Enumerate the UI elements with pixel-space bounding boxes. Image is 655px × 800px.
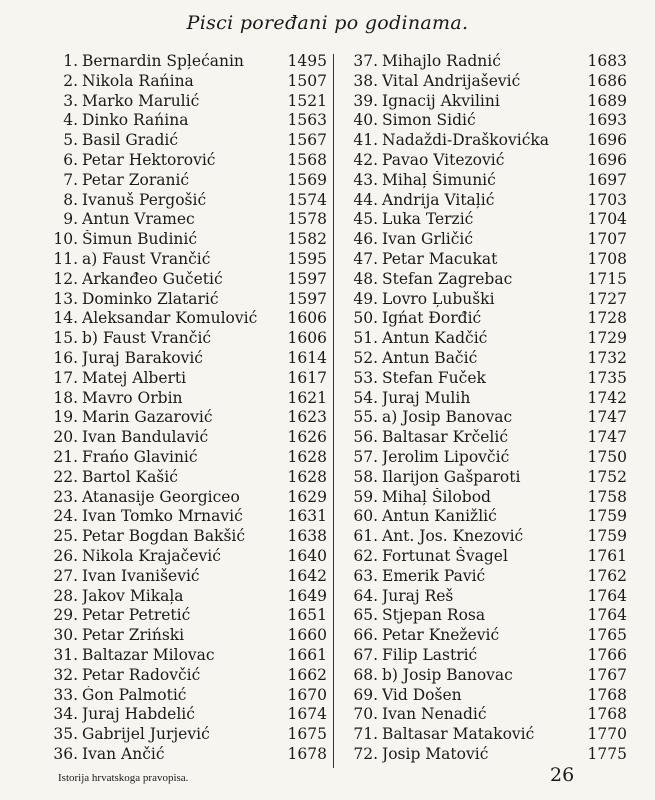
writer-name: Baltasar Mataković — [382, 725, 535, 744]
writer-row — [342, 428, 627, 448]
entry-number: 18. — [53, 388, 78, 407]
column-divider — [333, 54, 334, 768]
entry-number: 8. — [63, 190, 78, 209]
entry-number: 27. — [53, 566, 78, 585]
writer-row — [342, 389, 627, 409]
writer-year: 1597 — [287, 269, 327, 288]
writer-year: 1595 — [287, 249, 327, 268]
writer-row — [342, 646, 627, 666]
writer-row — [42, 111, 327, 131]
writer-row — [42, 408, 327, 428]
entry-number: 13. — [53, 289, 78, 308]
entry-number: 1. — [63, 52, 78, 70]
writer-row — [42, 270, 327, 290]
writer-row — [342, 171, 627, 191]
writer-row — [42, 329, 327, 349]
writer-row — [342, 250, 627, 270]
writer-year: 1567 — [287, 131, 327, 150]
writer-name: Ivan Nenadić — [382, 705, 487, 724]
writer-year: 1597 — [287, 289, 327, 308]
writer-name: Simon Sidić — [382, 111, 476, 130]
writer-year: 1640 — [287, 546, 327, 565]
entry-number: 21. — [53, 447, 78, 466]
writer-name: Mavro Orbin — [82, 388, 183, 407]
writer-year: 1742 — [587, 388, 627, 407]
writer-row — [42, 606, 327, 626]
writer-year: 1765 — [587, 626, 627, 645]
writer-year: 1750 — [587, 447, 627, 466]
writer-name: Frańo Glavinić — [82, 447, 198, 466]
writer-row — [42, 72, 327, 92]
writer-name: Bernardin Spļećanin — [82, 52, 244, 70]
writer-row — [342, 210, 627, 230]
entry-number: 56. — [353, 428, 378, 447]
writer-year: 1662 — [287, 665, 327, 684]
writer-name: Andrija Vitaļić — [382, 190, 495, 209]
entry-number: 62. — [353, 546, 378, 565]
entry-number: 31. — [53, 645, 78, 664]
writer-row — [342, 606, 627, 626]
writer-name: Emerik Pavić — [382, 566, 486, 585]
writer-year: 1732 — [587, 348, 627, 367]
writer-year: 1642 — [287, 566, 327, 585]
entry-number: 19. — [53, 408, 78, 427]
writer-name: Petar Bogdan Bakšić — [82, 527, 246, 546]
writer-year: 1621 — [287, 388, 327, 407]
writer-name: Luka Terzić — [382, 210, 474, 229]
writer-year: 1674 — [287, 705, 327, 724]
writer-year: 1729 — [587, 329, 627, 348]
entry-number: 9. — [63, 210, 78, 229]
writer-row — [342, 408, 627, 428]
writer-name: Petar Macukat — [382, 249, 498, 268]
writer-year: 1693 — [587, 111, 627, 130]
writer-row — [42, 369, 327, 389]
entry-number: 14. — [53, 309, 78, 328]
writer-row — [342, 369, 627, 389]
writer-name: Stefan Fuček — [382, 368, 486, 387]
entry-number: 71. — [353, 725, 378, 744]
writer-name: Juraj Habdelić — [82, 705, 195, 724]
entry-number: 51. — [353, 329, 378, 348]
writer-name: Mihaјlo Radnić — [382, 52, 501, 70]
writer-name: Mihaļ Šilobod — [382, 487, 491, 506]
writer-year: 1507 — [287, 71, 327, 90]
writer-row — [342, 230, 627, 250]
writer-name: Basil Gradić — [82, 131, 179, 150]
writer-row — [42, 230, 327, 250]
writer-name: b) Faust Vrančić — [82, 329, 212, 348]
writer-name: Vital Andrijašević — [382, 71, 521, 90]
writer-row — [42, 547, 327, 567]
writer-row — [42, 587, 327, 607]
writer-row — [42, 745, 327, 765]
writer-row — [42, 705, 327, 725]
writer-row — [42, 131, 327, 151]
entry-number: 7. — [63, 170, 78, 189]
writer-name: b) Josip Banovac — [382, 665, 513, 684]
writer-name: Antun Kadčić — [382, 329, 488, 348]
writer-row — [42, 448, 327, 468]
writer-year: 1696 — [587, 150, 627, 169]
writer-name: Ignacij Akvilini — [382, 91, 500, 110]
writer-name: Antun Vramec — [82, 210, 195, 229]
entry-number: 42. — [353, 150, 378, 169]
writer-row — [342, 725, 627, 745]
writer-row — [342, 507, 627, 527]
entry-number: 59. — [353, 487, 378, 506]
entry-number: 20. — [53, 428, 78, 447]
writer-year: 1703 — [587, 190, 627, 209]
entry-number: 36. — [53, 744, 78, 763]
writer-name: Ivan Grličić — [382, 230, 474, 249]
writer-name: Dinko Rańina — [82, 111, 189, 130]
entry-number: 68. — [353, 665, 378, 684]
entry-number: 10. — [53, 230, 78, 249]
entry-number: 69. — [353, 685, 378, 704]
writer-year: 1735 — [587, 368, 627, 387]
writer-year: 1758 — [587, 487, 627, 506]
writer-row — [42, 389, 327, 409]
writer-name: Ǵon Palmotić — [82, 685, 187, 704]
writer-row — [42, 349, 327, 369]
writer-row — [342, 309, 627, 329]
writer-name: a) Faust Vrančić — [82, 249, 211, 268]
writer-row — [42, 52, 327, 72]
entry-number: 63. — [353, 566, 378, 585]
entry-number: 66. — [353, 626, 378, 645]
writer-row — [342, 468, 627, 488]
entry-number: 35. — [53, 725, 78, 744]
writer-year: 1764 — [587, 606, 627, 625]
writer-year: 1689 — [587, 91, 627, 110]
entry-number: 39. — [353, 91, 378, 110]
writer-year: 1767 — [587, 665, 627, 684]
writer-row — [42, 666, 327, 686]
writer-row — [342, 626, 627, 646]
entry-number: 12. — [53, 269, 78, 288]
writer-name: a) Josip Banovac — [382, 408, 513, 427]
writer-row — [342, 488, 627, 508]
writer-year: 1670 — [287, 685, 327, 704]
writer-name: Petar Radovčić — [82, 665, 201, 684]
writer-name: Mihaļ Šimunić — [382, 170, 496, 189]
writer-name: Nikola Rańina — [82, 71, 194, 90]
entry-number: 45. — [353, 210, 378, 229]
writer-year: 1759 — [587, 507, 627, 526]
entry-number: 41. — [353, 131, 378, 150]
entry-number: 23. — [53, 487, 78, 506]
writer-name: Petar Hektorović — [82, 150, 216, 169]
writer-row — [42, 468, 327, 488]
writer-name: Fortunat Švagel — [382, 546, 508, 565]
writer-name: Antun Kanižlić — [382, 507, 497, 526]
writer-year: 1727 — [587, 289, 627, 308]
writer-name: Marko Marulić — [82, 91, 200, 110]
writer-year: 1563 — [287, 111, 327, 130]
writer-year: 1770 — [587, 725, 627, 744]
writer-year: 1697 — [587, 170, 627, 189]
writer-row — [342, 111, 627, 131]
writer-name: Antun Bačić — [382, 348, 478, 367]
writer-name: Dominko Zlatarić — [82, 289, 219, 308]
entry-number: 5. — [63, 131, 78, 150]
writer-row — [42, 686, 327, 706]
entry-number: 25. — [53, 527, 78, 546]
writer-row — [42, 309, 327, 329]
writer-name: Matej Alberti — [82, 368, 187, 387]
footer-text: Istorija hrvatskoga pravopisa. — [58, 772, 189, 784]
writer-name: Juraj Baraković — [82, 348, 203, 367]
writer-row — [342, 349, 627, 369]
entry-number: 60. — [353, 507, 378, 526]
entry-number: 47. — [353, 249, 378, 268]
entry-number: 16. — [53, 348, 78, 367]
writer-name: Bartol Kašić — [82, 467, 178, 486]
writer-year: 1768 — [587, 705, 627, 724]
writer-name: Petar Knežević — [382, 626, 500, 645]
writer-year: 1568 — [287, 150, 327, 169]
writer-year: 1707 — [587, 230, 627, 249]
entry-number: 6. — [63, 150, 78, 169]
writer-year: 1764 — [587, 586, 627, 605]
writer-year: 1629 — [287, 487, 327, 506]
writer-year: 1617 — [287, 368, 327, 387]
writer-year: 1686 — [587, 71, 627, 90]
writer-row — [342, 666, 627, 686]
entry-number: 34. — [53, 705, 78, 724]
entry-number: 4. — [63, 111, 78, 130]
writer-row — [42, 290, 327, 310]
writer-row — [342, 448, 627, 468]
writer-year: 1628 — [287, 467, 327, 486]
entry-number: 70. — [353, 705, 378, 724]
entry-number: 52. — [353, 348, 378, 367]
writer-name: Vid Došen — [382, 685, 462, 704]
writer-year: 1660 — [287, 626, 327, 645]
writer-name: Aleksandar Komulović — [82, 309, 258, 328]
writer-row — [342, 329, 627, 349]
writer-year: 1759 — [587, 527, 627, 546]
writer-name: Petar Zoranić — [82, 170, 190, 189]
writer-name: Nikola Krajačević — [82, 546, 221, 565]
entry-number: 48. — [353, 269, 378, 288]
writer-year: 1768 — [587, 685, 627, 704]
writer-year: 1638 — [287, 527, 327, 546]
entry-number: 28. — [53, 586, 78, 605]
writer-name: Petar Zriński — [82, 626, 185, 645]
writer-name: Ivan Ančić — [82, 744, 165, 763]
writer-year: 1578 — [287, 210, 327, 229]
entry-number: 46. — [353, 230, 378, 249]
writer-row — [342, 92, 627, 112]
writer-name: Ilarijon Gašparoti — [382, 467, 521, 486]
writer-year: 1728 — [587, 309, 627, 328]
writer-row — [42, 210, 327, 230]
writer-name: Igńat Đorđić — [382, 309, 482, 328]
page-number: 26 — [550, 764, 575, 786]
writer-row — [342, 191, 627, 211]
writer-name: Juraj Reš — [382, 586, 454, 605]
writer-name: Baltasar Krčelić — [382, 428, 509, 447]
writer-name: Pavao Vitezović — [382, 150, 505, 169]
page-title: Pisci poređani po godinama. — [186, 12, 469, 34]
writer-name: Lovro Ļubuški — [382, 289, 495, 308]
writer-row — [342, 290, 627, 310]
writer-row — [42, 250, 327, 270]
entry-number: 11. — [53, 249, 78, 268]
writer-row — [42, 488, 327, 508]
writer-year: 1582 — [287, 230, 327, 249]
writer-year: 1708 — [587, 249, 627, 268]
writer-year: 1752 — [587, 467, 627, 486]
writer-row — [42, 191, 327, 211]
entry-number: 50. — [353, 309, 378, 328]
entry-number: 57. — [353, 447, 378, 466]
right-column — [342, 52, 627, 765]
entry-number: 44. — [353, 190, 378, 209]
writer-row — [42, 171, 327, 191]
writer-row — [42, 507, 327, 527]
writer-row — [42, 567, 327, 587]
writer-row — [342, 567, 627, 587]
writer-year: 1675 — [287, 725, 327, 744]
writer-year: 1569 — [287, 170, 327, 189]
writer-year: 1631 — [287, 507, 327, 526]
writer-year: 1649 — [287, 586, 327, 605]
entry-number: 33. — [53, 685, 78, 704]
writer-name: Ivan Tomko Mrnavić — [82, 507, 243, 526]
writer-year: 1683 — [587, 52, 627, 70]
writer-row — [42, 92, 327, 112]
writer-name: Ivanuš Pergošić — [82, 190, 207, 209]
entry-number: 43. — [353, 170, 378, 189]
entry-number: 49. — [353, 289, 378, 308]
entry-number: 55. — [353, 408, 378, 427]
writer-year: 1495 — [287, 52, 327, 70]
writer-row — [342, 745, 627, 765]
entry-number: 2. — [63, 71, 78, 90]
writer-year: 1606 — [287, 309, 327, 328]
entry-number: 17. — [53, 368, 78, 387]
writer-name: Šimun Budinić — [82, 230, 198, 249]
writer-year: 1606 — [287, 329, 327, 348]
entry-number: 58. — [353, 467, 378, 486]
writer-year: 1651 — [287, 606, 327, 625]
writer-name: Arkanđeo Gučetić — [82, 269, 223, 288]
writer-row — [342, 587, 627, 607]
writer-row — [342, 72, 627, 92]
writer-year: 1626 — [287, 428, 327, 447]
writer-year: 1715 — [587, 269, 627, 288]
writer-year: 1574 — [287, 190, 327, 209]
writer-name: Stjepan Rosa — [382, 606, 486, 625]
entry-number: 26. — [53, 546, 78, 565]
writer-row — [42, 646, 327, 666]
writer-row — [42, 151, 327, 171]
writer-row — [342, 131, 627, 151]
writer-name: Stefan Zagrebac — [382, 269, 513, 288]
writer-name: Jerolim Lipovčić — [382, 447, 510, 466]
writer-row — [342, 686, 627, 706]
writer-name: Filip Lastrić — [382, 645, 478, 664]
entry-number: 24. — [53, 507, 78, 526]
writer-year: 1747 — [587, 408, 627, 427]
writer-row — [342, 151, 627, 171]
writer-row — [42, 527, 327, 547]
writer-year: 1614 — [287, 348, 327, 367]
writer-name: Josip Matović — [382, 744, 489, 763]
entry-number: 64. — [353, 586, 378, 605]
writer-row — [342, 270, 627, 290]
left-column — [42, 52, 327, 765]
writer-row — [342, 547, 627, 567]
entry-number: 54. — [353, 388, 378, 407]
writer-row — [342, 52, 627, 72]
entry-number: 65. — [353, 606, 378, 625]
entry-number: 72. — [353, 744, 378, 763]
entry-number: 53. — [353, 368, 378, 387]
entry-number: 30. — [53, 626, 78, 645]
writer-year: 1696 — [587, 131, 627, 150]
writer-name: Petar Petretić — [82, 606, 191, 625]
writer-year: 1678 — [287, 744, 327, 763]
writer-year: 1775 — [587, 744, 627, 763]
entry-number: 32. — [53, 665, 78, 684]
writer-name: Ant. Jos. Knezović — [382, 527, 524, 546]
writer-year: 1521 — [287, 91, 327, 110]
writer-name: Gabrijel Jurjević — [82, 725, 210, 744]
writer-name: Marin Gazarović — [82, 408, 213, 427]
writer-year: 1762 — [587, 566, 627, 585]
writer-name: Ivan Bandulavić — [82, 428, 209, 447]
writer-row — [342, 527, 627, 547]
writer-name: Jakov Mikaļa — [82, 586, 184, 605]
entry-number: 22. — [53, 467, 78, 486]
writer-name: Atanasije Georgiceo — [82, 487, 240, 506]
writer-row — [342, 705, 627, 725]
writer-name: Baltazar Milovac — [82, 645, 215, 664]
writer-name: Juraj Mulih — [382, 388, 471, 407]
writer-row — [42, 428, 327, 448]
entry-number: 15. — [53, 329, 78, 348]
writer-year: 1761 — [587, 546, 627, 565]
entry-number: 40. — [353, 111, 378, 130]
writer-year: 1623 — [287, 408, 327, 427]
writer-year: 1661 — [287, 645, 327, 664]
writer-row — [42, 626, 327, 646]
writer-name: Nadaždi-Draškovićka — [382, 131, 550, 150]
writer-year: 1704 — [587, 210, 627, 229]
entry-number: 61. — [353, 527, 378, 546]
entry-number: 3. — [63, 91, 78, 110]
entry-number: 29. — [53, 606, 78, 625]
writer-year: 1628 — [287, 447, 327, 466]
entry-number: 37. — [353, 52, 378, 70]
writer-year: 1766 — [587, 645, 627, 664]
writer-year: 1747 — [587, 428, 627, 447]
writer-row — [42, 725, 327, 745]
entry-number: 67. — [353, 645, 378, 664]
entry-number: 38. — [353, 71, 378, 90]
writer-name: Ivan Ivanišević — [82, 566, 200, 585]
